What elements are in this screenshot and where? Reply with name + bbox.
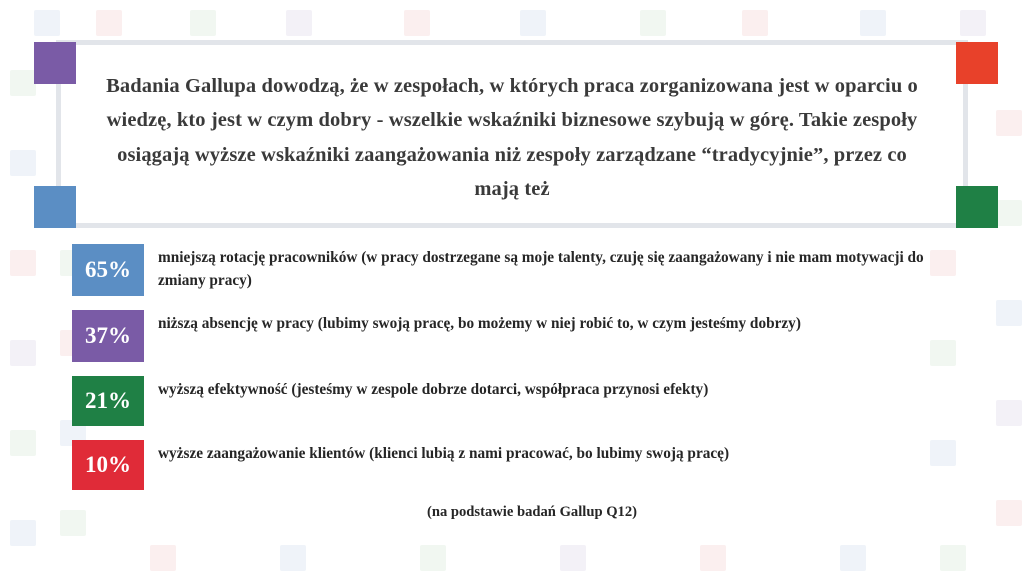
status-badge: 65% [72, 244, 144, 296]
corner-block-top-left [34, 42, 76, 84]
list-item [0, 310, 1024, 362]
decorative-square [742, 10, 768, 36]
decorative-square [150, 545, 176, 571]
status-badge: 37% [72, 310, 144, 362]
decorative-square [96, 10, 122, 36]
list-item-label: mniejszą rotację pracowników (w pracy dostrzegane są moje talenty, czuję się zaangażowany i nie mam motywacji do zmiany pracy) [158, 249, 924, 290]
decorative-square [404, 10, 430, 36]
statistics-list [0, 244, 1024, 521]
decorative-square [996, 200, 1022, 226]
list-item-label: niższą absencję w pracy (lubimy swoją pracę, bo możemy w niej robić to, w czym jesteśmy dobrzy) [158, 315, 801, 332]
decorative-square [10, 520, 36, 546]
decorative-square [940, 545, 966, 571]
corner-block-top-right [956, 42, 998, 84]
corner-block-bottom-right [956, 186, 998, 228]
list-item-label: wyższe zaangażowanie klientów (klienci lubią z nami pracować, bo lubimy swoją pracę) [158, 445, 730, 462]
list-item-label: wyższą efektywność (jesteśmy w zespole dobrze dotarci, współpraca przynosi efekty) [158, 381, 709, 398]
list-item [0, 376, 1024, 426]
decorative-square [840, 545, 866, 571]
decorative-square [560, 545, 586, 571]
status-badge: 21% [72, 376, 144, 426]
decorative-square [640, 10, 666, 36]
decorative-square [286, 10, 312, 36]
decorative-square [10, 150, 36, 176]
status-badge: 10% [72, 440, 144, 490]
decorative-square [520, 10, 546, 36]
decorative-square [280, 545, 306, 571]
decorative-square [190, 10, 216, 36]
list-item [0, 440, 1024, 490]
decorative-square [700, 545, 726, 571]
decorative-square [10, 70, 36, 96]
decorative-square [860, 10, 886, 36]
decorative-square [996, 110, 1022, 136]
source-note: (na podstawie badań Gallup Q12) [426, 504, 638, 520]
corner-block-bottom-left [34, 186, 76, 228]
decorative-square [960, 10, 986, 36]
quote-text: Badania Gallupa dowodzą, że w zespołach, w których praca zorganizowana jest w oparciu o wiedzę, kto jest w czym dobry - wszelkie wskaźniki biznesowe szybują w górę. Takie zespoły osiągają wyższe wskaźniki zaangażowania niż zespoły zarządzane “tradycyjnie”, przez co mają też [106, 75, 918, 201]
list-item [0, 244, 1024, 296]
quote-panel [56, 40, 968, 228]
decorative-square [34, 10, 60, 36]
decorative-square [420, 545, 446, 571]
